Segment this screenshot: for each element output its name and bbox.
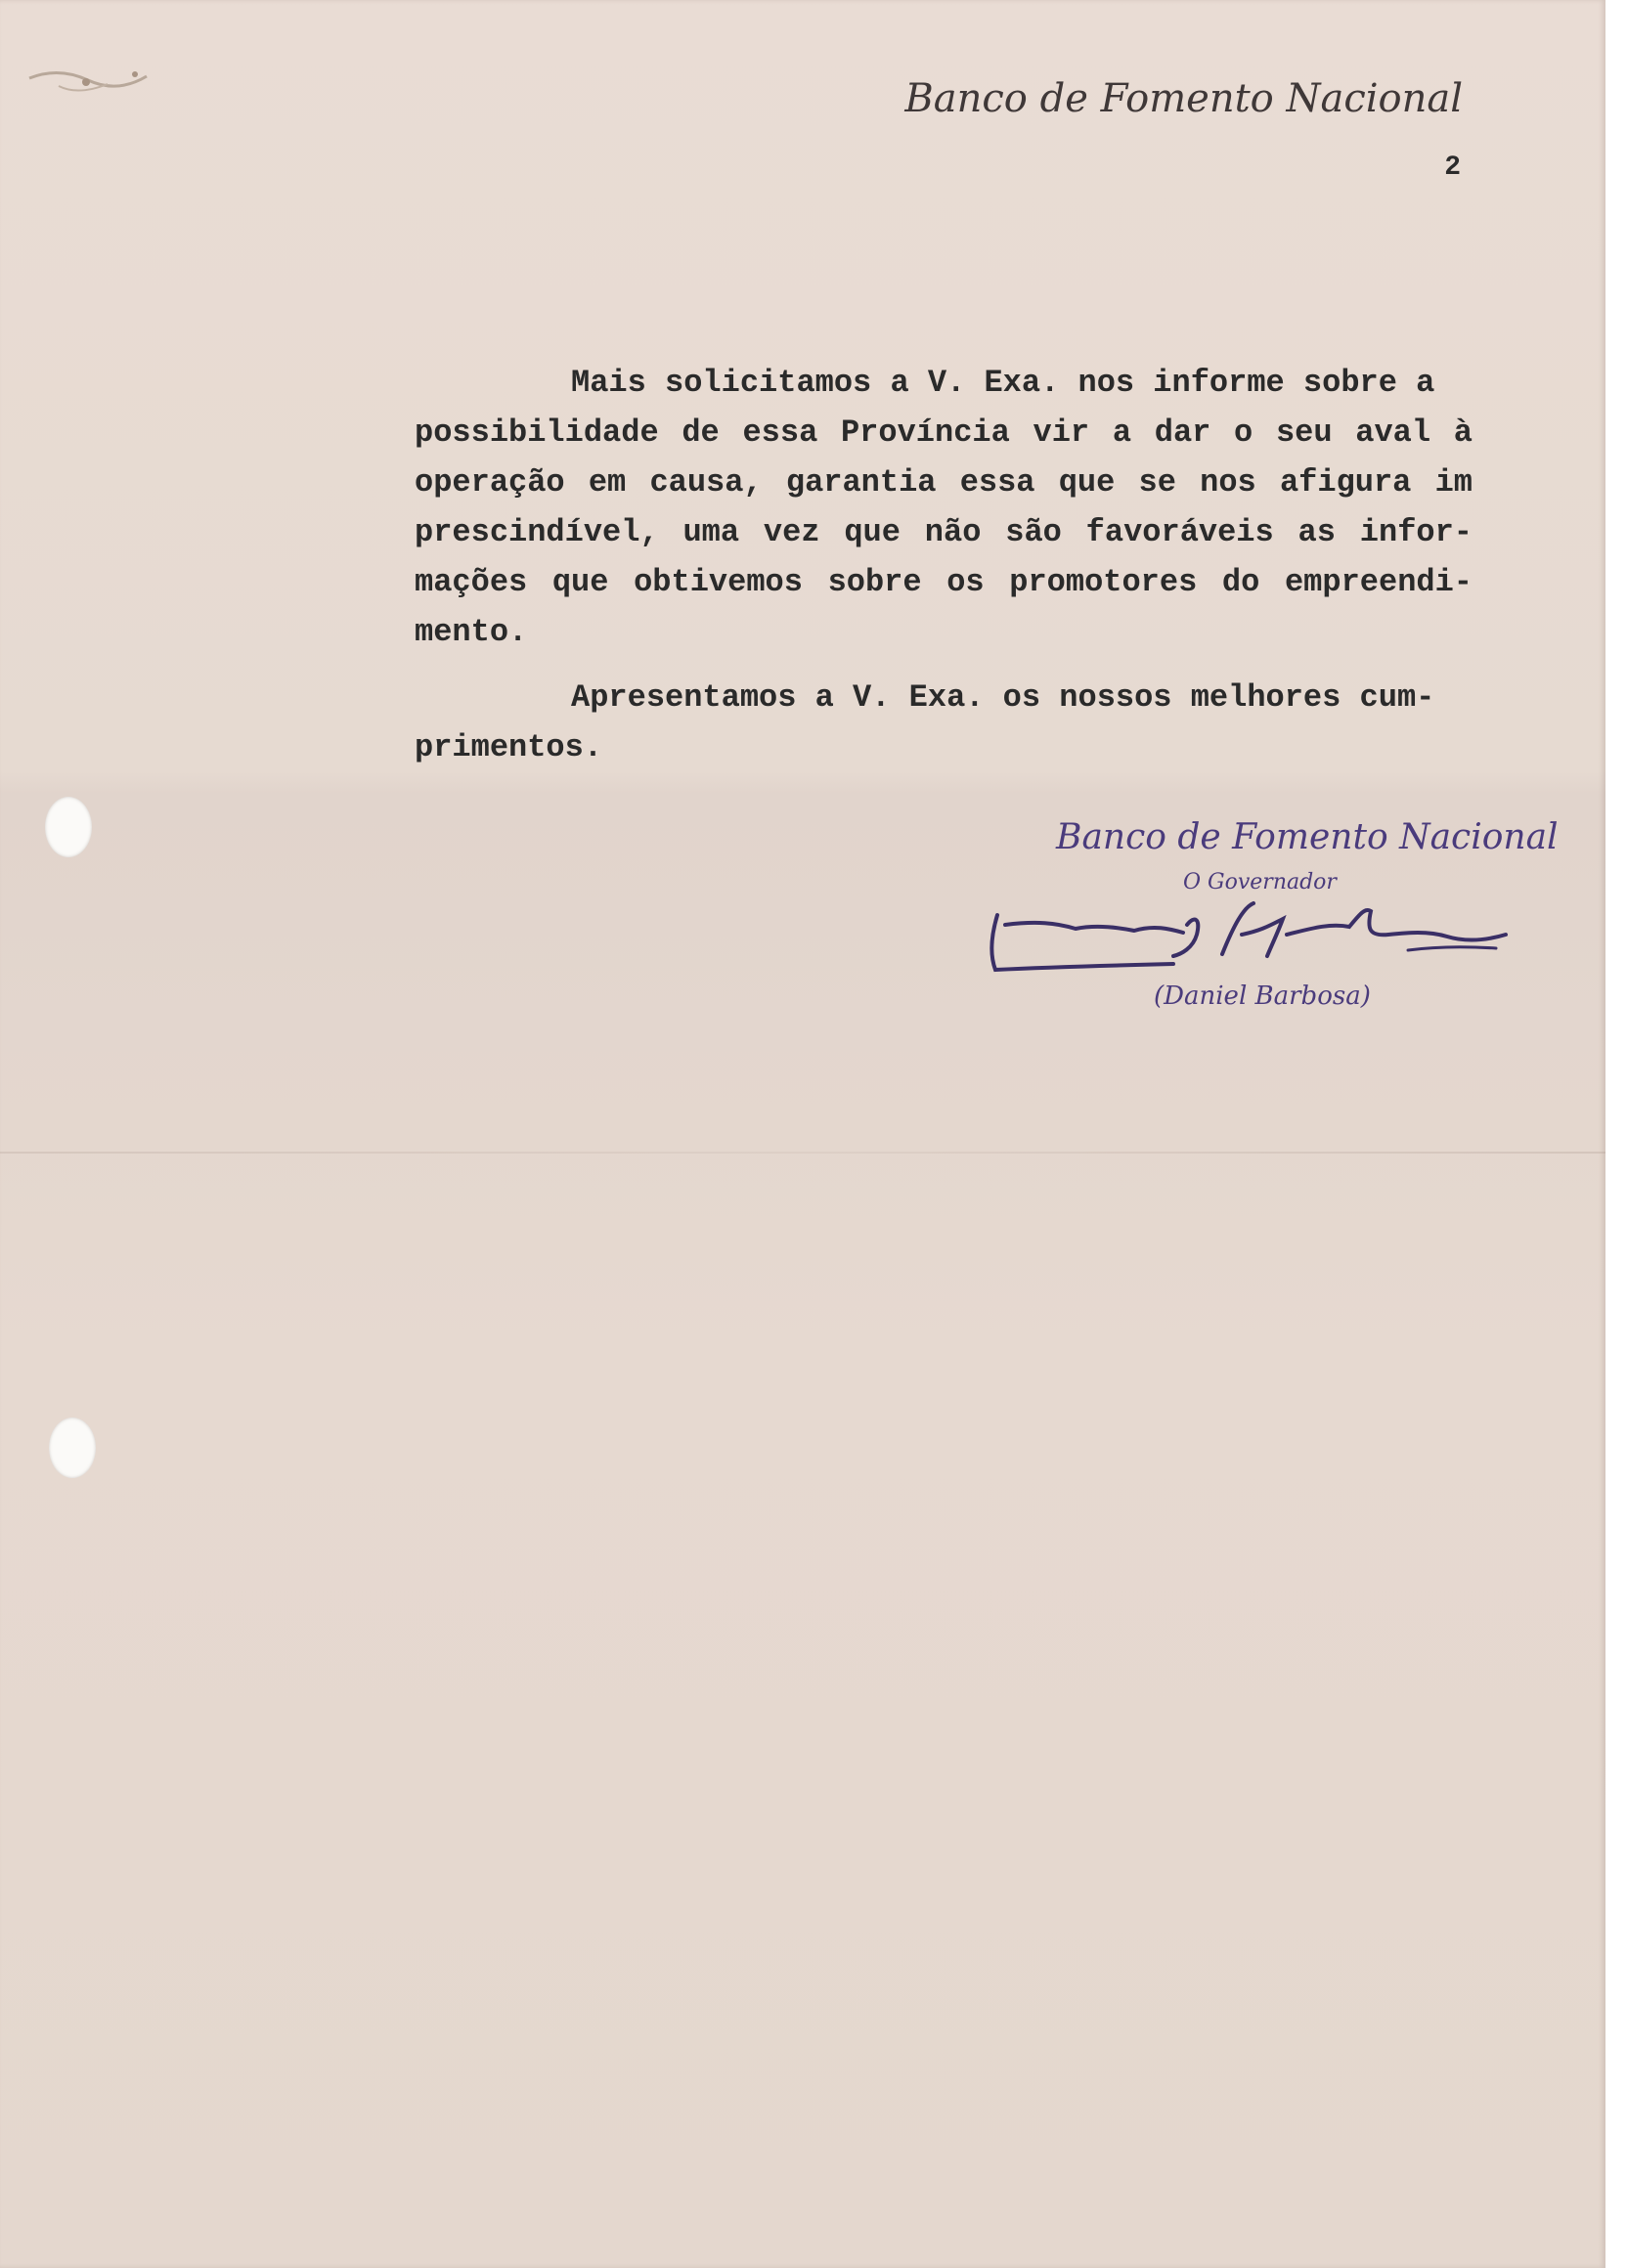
letter-body [415, 358, 1473, 772]
punch-hole [49, 1418, 96, 1478]
handwritten-signature [978, 886, 1525, 983]
paragraph-gap [415, 657, 1473, 673]
paragraph-1-line: mento. [415, 614, 528, 650]
paragraph-1-line: operação em causa, garantia essa que se nos afigura im [415, 464, 1473, 501]
stamp-role: O Governador [1183, 870, 1337, 894]
signature-stamp [978, 817, 1559, 1032]
page-number: 2 [1444, 153, 1461, 183]
punch-hole [45, 797, 92, 857]
staple-mark-icon [20, 57, 156, 115]
letterhead-bank-name: Banco de Fomento Nacional [904, 76, 1463, 121]
paper-fold [0, 1152, 1605, 1154]
paragraph-1-line: possibilidade de essa Província vir a dar o seu aval à [415, 414, 1473, 451]
stamp-bank-name: Banco de Fomento Nacional [1056, 817, 1559, 857]
stamp-signatory-name: (Daniel Barbosa) [1154, 981, 1371, 1011]
paragraph-1-line: mações que obtivemos sobre os promotores do empreendi- [415, 564, 1473, 600]
paragraph-1-line: Mais solicitamos a V. Exa. nos informe sobre a [571, 365, 1435, 401]
paragraph-1-line: prescindível, uma vez que não são favoráveis as infor- [415, 514, 1473, 550]
paragraph-2-line: primentos. [415, 729, 603, 765]
paragraph-2-line: Apresentamos a V. Exa. os nossos melhores cum- [571, 679, 1435, 716]
